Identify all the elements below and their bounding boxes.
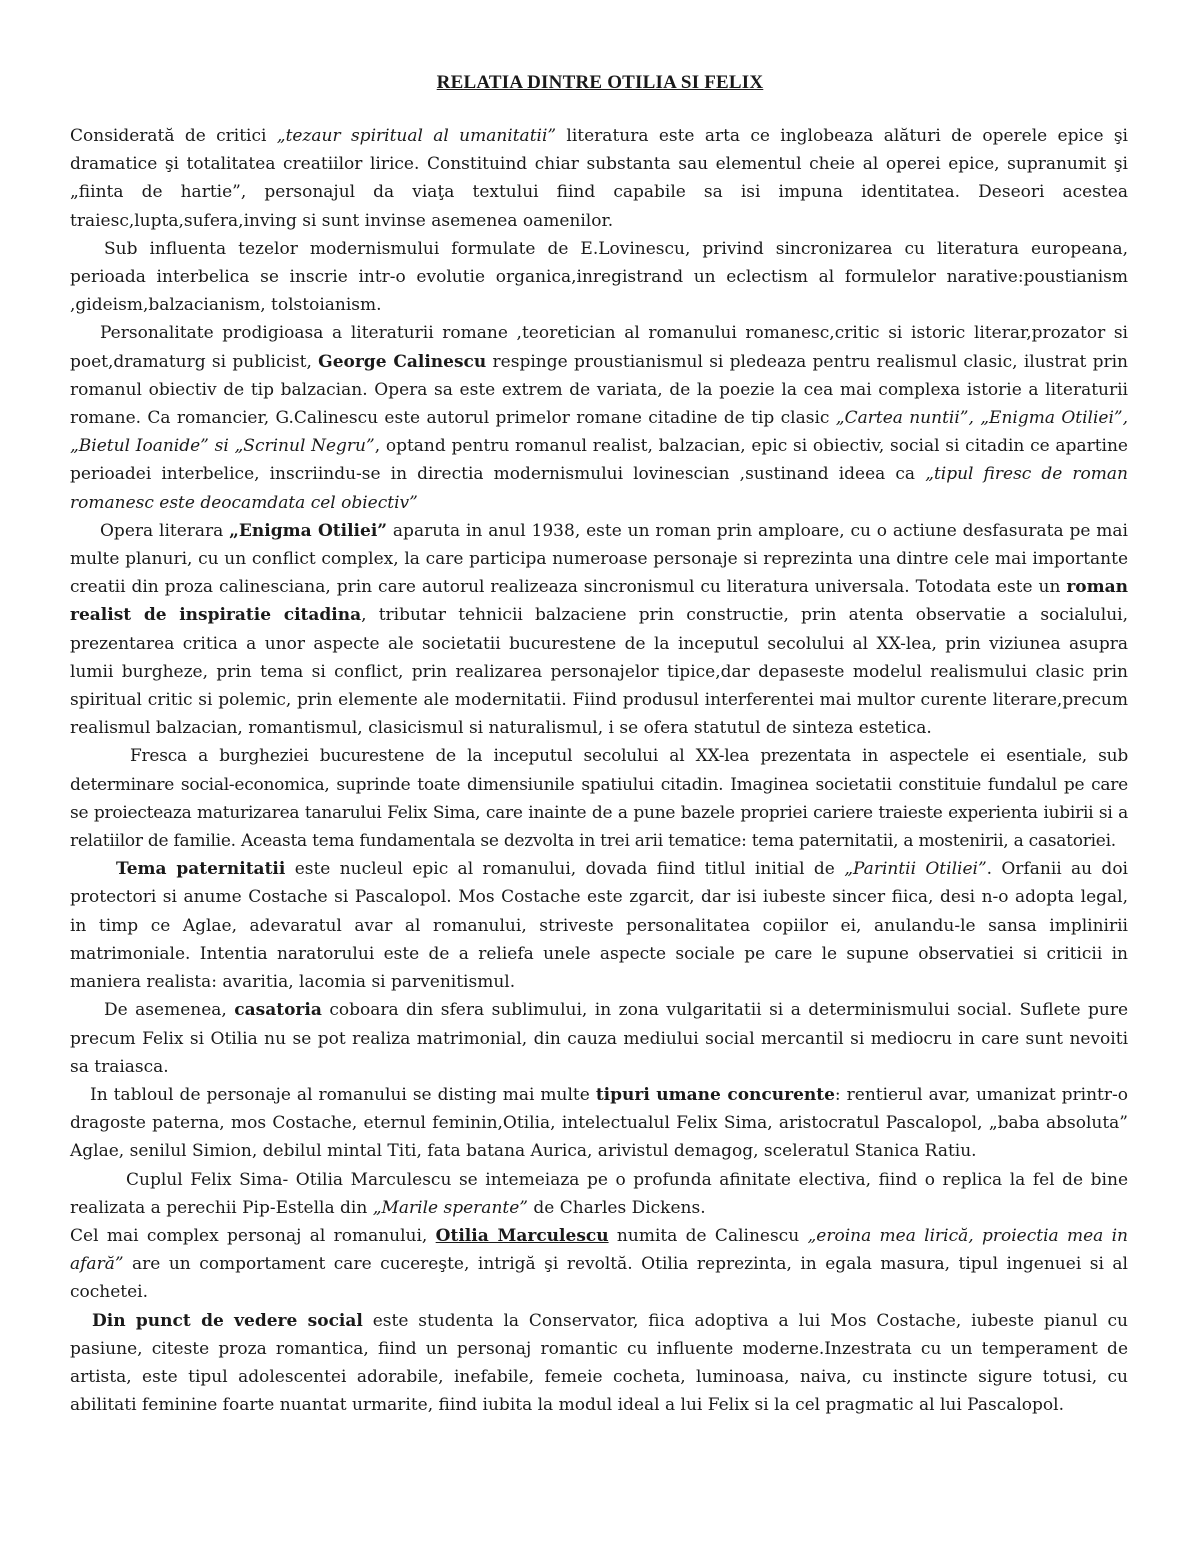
page-title: RELATIA DINTRE OTILIA SI FELIX	[436, 72, 764, 93]
paragraph-11: Din punct de vedere social este studenta la Conservator, fiica adoptiva a lui Mos Costache, iubeste pianul cu pasiune, citeste proza romantica, fiind un personaj romantic cu influente moderne.Inzestrata cu un temperament de artista, este tipul adolescentei adorabile, inefabile, femeie cocheta, luminoasa, naiva, cu instincte sigure totusi, cu abilitati feminine foarte nuantat urmarite, fiind iubita la modul ideal a lui Felix si la cel pragmatic al lui Pascalopol.	[70, 1310, 1128, 1416]
paragraph-5: Fresca a burgheziei bucurestene de la inceputul secolului al XX-lea prezentata in aspectele ei esentiale, sub determinare social-economica, suprinde toate dimensiunile spatiului citadin. Imaginea societatii constituie fundalul pe care se proiecteaza maturizarea tanarului Felix Sima, care inainte de a pune bazele propriei cariere traieste experienta iubirii si a relatiilor de familie. Aceasta tema fundamentala se dezvolta in trei arii tematice: tema paternitatii, a mostenirii, a casatoriei.	[70, 746, 1128, 852]
paragraph-6: Tema paternitatii este nucleul epic al romanului, dovada fiind titlul initial de „Parintii Otiliei”. Orfanii au doi protectori si anume Costache si Pascalopol. Mos Costache este zgarcit, dar isi iubeste sincer fiica, desi n-o adopta legal, in timp ce Aglae, adevaratul avar al romanului, striveste personalitatea copiilor ei, anulandu-le sansa implinirii matrimoniale. Intentia naratorului este de a reliefa unele aspecte sociale pe care le supune observatiei si criticii in maniera realista: avaritia, lacomia si parvenitismul.	[70, 859, 1128, 993]
document-body	[70, 122, 1128, 1419]
paragraph-10: Cel mai complex personaj al romanului, Otilia Marculescu numita de Calinescu „eroina mea lirică, proiectia mea in afară” are un comportament care cucereşte, intrigă şi revoltă. Otilia reprezinta, in egala masura, tipul ingenuei si al cochetei.	[70, 1225, 1128, 1303]
paragraph-1: Considerată de critici „tezaur spiritual al umanitatii” literatura este arta ce inglobeaza alături de operele epice şi dramatice şi totalitatea creatiilor lirice. Constituind chiar substanta sau elementul cheie al operei epice, supranumit şi „fiinta de hartie”, personajul da viaţa textului fiind capabile sa isi impuna identitatea. Deseori acestea traiesc,lupta,sufera,inving si sunt invinse asemenea oamenilor.	[70, 126, 1128, 231]
paragraph-8: In tabloul de personaje al romanului se disting mai multe tipuri umane concurente: rentierul avar, umanizat printr-o dragoste paterna, mos Costache, eternul feminin,Otilia, intelectualul Felix Sima, aristocratul Pascalopol, „baba absoluta” Aglae, senilul Simion, debilul mintal Titi, fata batana Aurica, arivistul demagog, sceleratul Stanica Ratiu.	[70, 1084, 1128, 1162]
paragraph-7: De asemenea, casatoria coboara din sfera sublimului, in zona vulgaritatii si a determinismului social. Suflete pure precum Felix si Otilia nu se pot realiza matrimonial, din cauza mediului social mercantil si mediocru in care sunt nevoiti sa traiasca.	[70, 1000, 1128, 1077]
paragraph-9: Cuplul Felix Sima- Otilia Marculescu se intemeiaza pe o profunda afinitate electiva, fiind o replica la fel de bine realizata a perechii Pip-Estella din „Marile sperante” de Charles Dickens.	[70, 1169, 1128, 1218]
paragraph-3: Personalitate prodigioasa a literaturii romane ,teoretician al romanului romanesc,critic si istoric literar,prozator si poet,dramaturg si publicist, George Calinescu respinge proustianismul si pledeaza pentru realismul clasic, ilustrat prin romanul obiectiv de tip balzacian. Opera sa este extrem de variata, de la poezie la cea mai complexa istorie a literaturii romane. Ca romancier, G.Calinescu este autorul primelor romane citadine de tip clasic „Cartea nuntii”, „Enigma Otiliei”, „Bietul Ioanide” si „Scrinul Negru”, optand pentru romanul realist, balzacian, epic si obiectiv, social si citadin ce apartine perioadei interbelice, inscriindu-se in directia modernismului lovinescian ,sustinand ideea ca „tipul firesc de roman romanesc este deocamdata cel obiectiv”	[70, 323, 1129, 513]
paragraph-4: Opera literara „Enigma Otiliei” aparuta in anul 1938, este un roman prin amploare, cu o actiune desfasurata pe mai multe planuri, cu un conflict complex, la care participa numeroase personaje si reprezinta una dintre cele mai importante creatii din proza calinesciana, prin care autorul realizeaza sincronismul cu literatura universala. Totodata este un roman realist de inspiratie citadina, tributar tehnicii balzaciene prin constructie, prin atenta observatie a socialului, prezentarea critica a unor aspecte ale societatii bucurestene de la inceputul secolului al XX-lea, prin viziunea asupra lumii burgheze, prin tema si conflict, prin realizarea personajelor tipice,dar depaseste modelul realismului clasic prin spiritual critic si polemic, prin elemente ale modernitatii. Fiind produsul interferentei mai multor curente literare,precum realismul balzacian, romantismul, clasicismul si naturalismul, i se ofera statutul de sinteza estetica.	[70, 520, 1128, 739]
paragraph-2: Sub influenta tezelor modernismului formulate de E.Lovinescu, privind sincronizarea cu literatura europeana, perioada interbelica se inscrie intr-o evolutie organica,inregistrand un eclectism al formulelor narative:poustianism ,gideism,balzacianism, tolstoianism.	[70, 238, 1128, 316]
